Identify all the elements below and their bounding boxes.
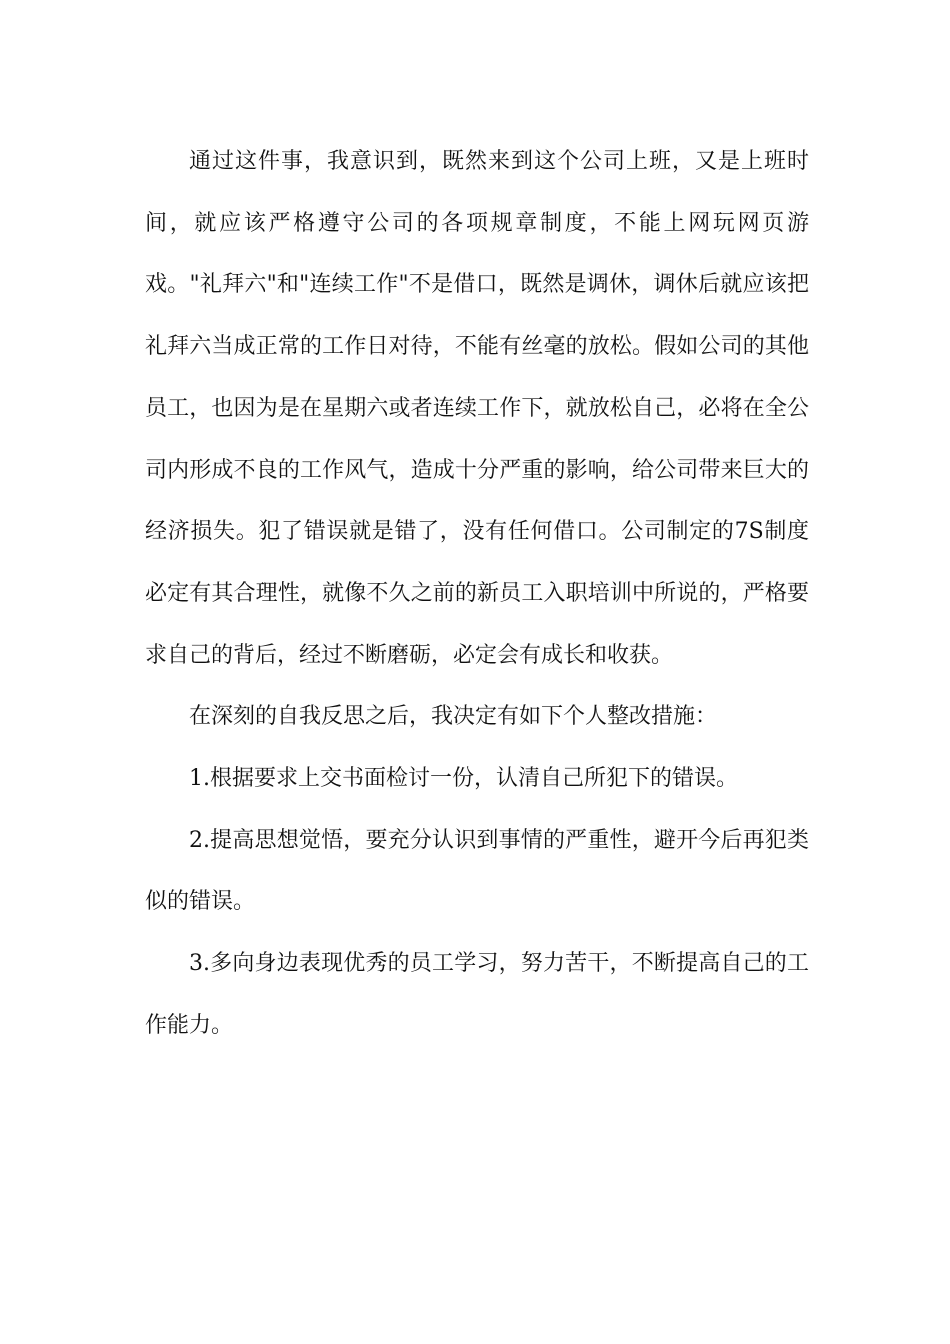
paragraph-measure-2: 2.提高思想觉悟，要充分认识到事情的严重性，避开今后再犯类似的错误。	[145, 827, 809, 915]
document-body	[145, 131, 809, 1057]
paragraph-reflection: 通过这件事，我意识到，既然来到这个公司上班，又是上班时间，就应该严格遵守公司的各项规章制度，不能上网玩网页游戏。"礼拜六"和"连续工作"不是借口，既然是调休，调休后就应该把礼拜六当成正常的工作日对待，不能有丝毫的放松。假如公司的其他员工，也因为是在星期六或者连续工作下，就放松自己，必将在全公司内形成不良的工作风气，造成十分严重的影响，给公司带来巨大的经济损失。犯了错误就是错了，没有任何借口。公司制定的7S制度必定有其合理性，就像不久之前的新员工入职培训中所说的，严格要求自己的背后，经过不断磨砺，必定会有成长和收获。	[145, 149, 809, 668]
paragraph-measures-intro: 在深刻的自我反思之后，我决定有如下个人整改措施：	[189, 704, 718, 730]
paragraph-measure-1: 1.根据要求上交书面检讨一份，认清自己所犯下的错误。	[189, 766, 738, 792]
paragraph-measure-3: 3.多向身边表现优秀的员工学习，努力苦干，不断提高自己的工作能力。	[145, 951, 809, 1038]
